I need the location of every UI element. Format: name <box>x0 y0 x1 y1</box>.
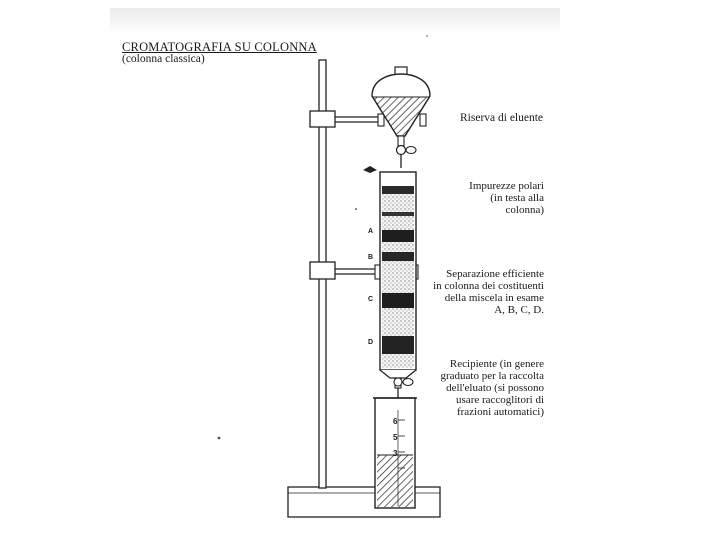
cylinder-mark-6: 6 <box>393 417 398 426</box>
band-D <box>382 336 414 354</box>
band-letter-a: A <box>368 228 374 235</box>
label-eluent-reservoir: Riserva di eluente <box>460 112 544 124</box>
stand-base <box>288 487 440 517</box>
label-collection-container: Recipiente (in genere graduato per la raccolta dell'eluato (si possono usare raccoglitori di frazioni automatici) <box>440 358 544 418</box>
label-efficient-separation: Separazione efficiente in colonna dei costituenti della miscela in esame A, B, C, D. <box>433 268 544 316</box>
cylinder-mark-3: 3 <box>393 449 398 458</box>
diagram-title: CROMATOGRAFIA SU COLONNA <box>122 40 317 54</box>
band-letter-c: C <box>368 296 374 303</box>
cylinder-mark-5: 5 <box>393 433 398 442</box>
band-A <box>382 230 414 242</box>
chromatography-column <box>380 172 416 410</box>
diagram-subtitle: (colonna classica) <box>122 53 205 65</box>
band-impurities <box>382 186 414 194</box>
band-C <box>382 293 414 308</box>
band-B <box>382 252 414 261</box>
band-letter-b: B <box>368 254 374 261</box>
inlet-arrow <box>363 166 377 173</box>
band-letter-d: D <box>368 339 374 346</box>
label-polar-impurities: Impurezze polari (in testa alla colonna) <box>469 180 544 216</box>
